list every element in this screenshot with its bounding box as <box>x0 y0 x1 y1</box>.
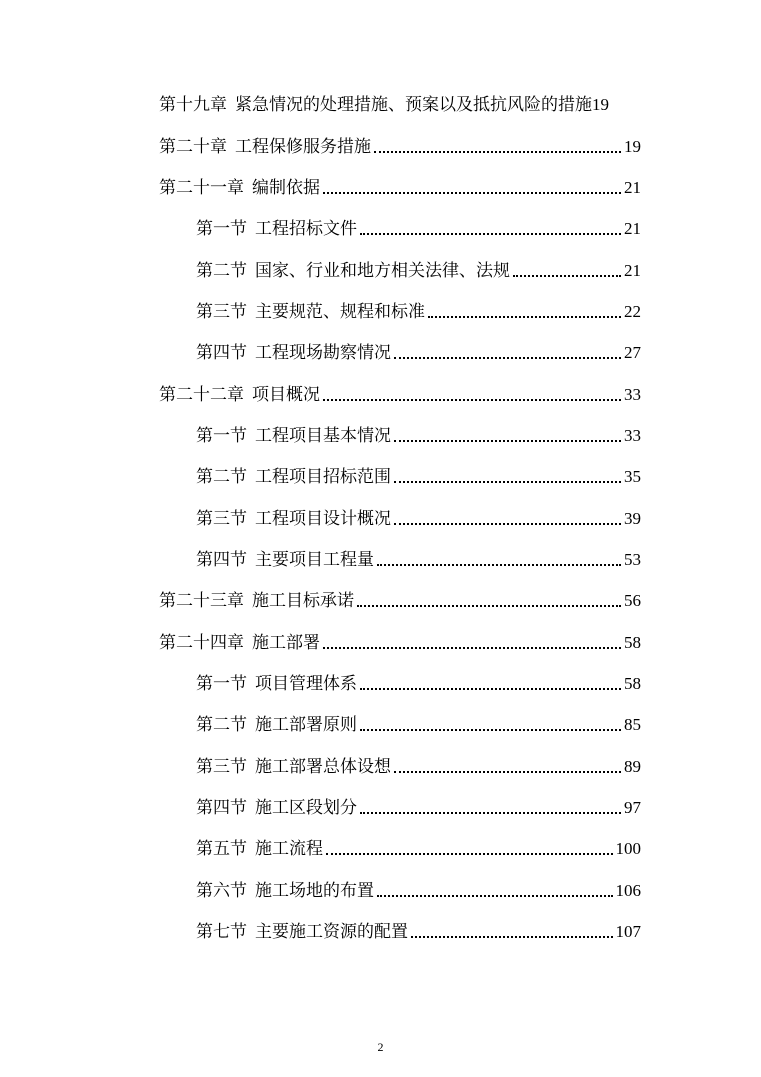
toc-entry[interactable] <box>196 419 641 447</box>
toc-entry-page: 89 <box>624 757 641 776</box>
toc-entry-title: 工程项目基本情况 <box>255 426 391 446</box>
toc-entry-label: 第二十四章 <box>159 633 244 653</box>
toc-entry-page: 100 <box>615 839 641 858</box>
toc-entry-title: 主要施工资源的配置 <box>255 922 408 942</box>
toc-entry-title: 施工部署原则 <box>255 715 357 735</box>
toc-leader-dots <box>394 481 621 483</box>
toc-entry-title: 紧急情况的处理措施、预案以及抵抗风险的措施 <box>235 95 592 115</box>
toc-entry-title: 施工目标承诺 <box>252 591 354 611</box>
toc-leader-dots <box>323 192 621 194</box>
toc-entry-title: 工程项目招标范围 <box>255 467 391 487</box>
toc-entry[interactable] <box>196 295 641 323</box>
toc-entry-page: 39 <box>624 509 641 528</box>
toc-entry[interactable] <box>159 130 641 158</box>
toc-entry-label: 第二十一章 <box>159 178 244 198</box>
toc-entry-label: 第一节 <box>196 219 247 239</box>
toc-entry-title: 工程招标文件 <box>255 219 357 239</box>
toc-entry[interactable] <box>196 543 641 571</box>
toc-entry-label: 第三节 <box>196 302 247 322</box>
toc-entry-label: 第十九章 <box>159 95 227 115</box>
toc-entry[interactable] <box>196 874 641 902</box>
toc-entry-title: 工程项目设计概况 <box>255 509 391 529</box>
toc-entry-label: 第二节 <box>196 261 247 281</box>
toc-entry[interactable] <box>159 88 641 116</box>
toc-entry-label: 第二十二章 <box>159 385 244 405</box>
toc-entry-page: 85 <box>624 715 641 734</box>
toc-entry-title: 施工部署 <box>252 633 320 653</box>
toc-leader-dots <box>326 853 613 855</box>
page-number: 2 <box>377 1040 384 1054</box>
toc-leader-dots <box>374 151 621 153</box>
toc-entry-page: 97 <box>624 798 641 817</box>
toc-entry-page: 22 <box>624 302 641 321</box>
toc-entry[interactable] <box>196 791 641 819</box>
toc-entry[interactable] <box>159 584 641 612</box>
toc-entry-title: 主要项目工程量 <box>255 550 374 570</box>
toc-entry-title: 施工流程 <box>255 839 323 859</box>
toc-entry-label: 第二节 <box>196 715 247 735</box>
toc-entry-title: 项目概况 <box>252 385 320 405</box>
toc-leader-dots <box>323 647 621 649</box>
toc-leader-dots <box>377 564 621 566</box>
toc-entry-title: 项目管理体系 <box>255 674 357 694</box>
toc-entry-label: 第二十三章 <box>159 591 244 611</box>
toc-entry-label: 第二节 <box>196 467 247 487</box>
toc-entry-label: 第六节 <box>196 881 247 901</box>
toc-entry-label: 第四节 <box>196 798 247 818</box>
toc-entry[interactable] <box>196 336 641 364</box>
toc-entry[interactable] <box>196 708 641 736</box>
toc-entry[interactable] <box>196 832 641 860</box>
toc-entry-title: 施工区段划分 <box>255 798 357 818</box>
toc-entry-label: 第四节 <box>196 550 247 570</box>
toc-entry-page: 33 <box>624 426 641 445</box>
toc-entry-page: 27 <box>624 343 641 362</box>
toc-entry-page: 21 <box>624 261 641 280</box>
toc-entry-page: 21 <box>624 178 641 197</box>
toc-leader-dots <box>360 688 621 690</box>
toc-entry[interactable] <box>196 750 641 778</box>
toc-entry[interactable] <box>196 460 641 488</box>
toc-entry-label: 第三节 <box>196 757 247 777</box>
toc-leader-dots <box>360 233 621 235</box>
toc-leader-dots <box>357 605 621 607</box>
toc-entry-label: 第四节 <box>196 343 247 363</box>
toc-entry[interactable] <box>159 626 641 654</box>
toc-entry-page: 33 <box>624 385 641 404</box>
toc-leader-dots <box>323 399 621 401</box>
toc-leader-dots <box>377 895 613 897</box>
toc-entry-title: 工程保修服务措施 <box>235 137 371 157</box>
toc-entry-page: 21 <box>624 219 641 238</box>
toc-leader-dots <box>428 316 621 318</box>
toc-leader-dots <box>360 729 621 731</box>
toc-entry[interactable] <box>159 378 641 406</box>
toc-entry-page: 19 <box>592 95 609 114</box>
toc-entry[interactable] <box>196 254 641 282</box>
toc-entry-page: 35 <box>624 467 641 486</box>
toc-entry[interactable] <box>196 915 641 943</box>
toc-entry-page: 53 <box>624 550 641 569</box>
toc-entry-label: 第五节 <box>196 839 247 859</box>
toc-entry-page: 58 <box>624 633 641 652</box>
toc-leader-dots <box>513 275 621 277</box>
toc-leader-dots <box>360 812 621 814</box>
toc-entry-label: 第七节 <box>196 922 247 942</box>
toc-entry[interactable] <box>196 212 641 240</box>
toc-entry-label: 第三节 <box>196 509 247 529</box>
toc-entry[interactable] <box>196 502 641 530</box>
toc-entry-title: 编制依据 <box>252 178 320 198</box>
toc-entry-title: 施工场地的布置 <box>255 881 374 901</box>
toc-entry-page: 107 <box>615 922 641 941</box>
toc-entry-page: 56 <box>624 591 641 610</box>
toc-entry[interactable] <box>159 171 641 199</box>
toc-leader-dots <box>411 936 613 938</box>
toc-entry-label: 第二十章 <box>159 137 227 157</box>
toc-entry-page: 106 <box>615 881 641 900</box>
toc-leader-dots <box>394 440 621 442</box>
toc-entry-title: 主要规范、规程和标准 <box>255 302 425 322</box>
toc-entry-title: 工程现场勘察情况 <box>255 343 391 363</box>
toc-entry-page: 58 <box>624 674 641 693</box>
toc-leader-dots <box>394 357 621 359</box>
toc-entry[interactable] <box>196 667 641 695</box>
toc-leader-dots <box>394 771 621 773</box>
toc-entry-title: 国家、行业和地方相关法律、法规 <box>255 261 510 281</box>
toc-leader-dots <box>394 523 621 525</box>
toc-entry-label: 第一节 <box>196 674 247 694</box>
toc-entry-label: 第一节 <box>196 426 247 446</box>
toc-entry-title: 施工部署总体设想 <box>255 757 391 777</box>
toc-entry-page: 19 <box>624 137 641 156</box>
